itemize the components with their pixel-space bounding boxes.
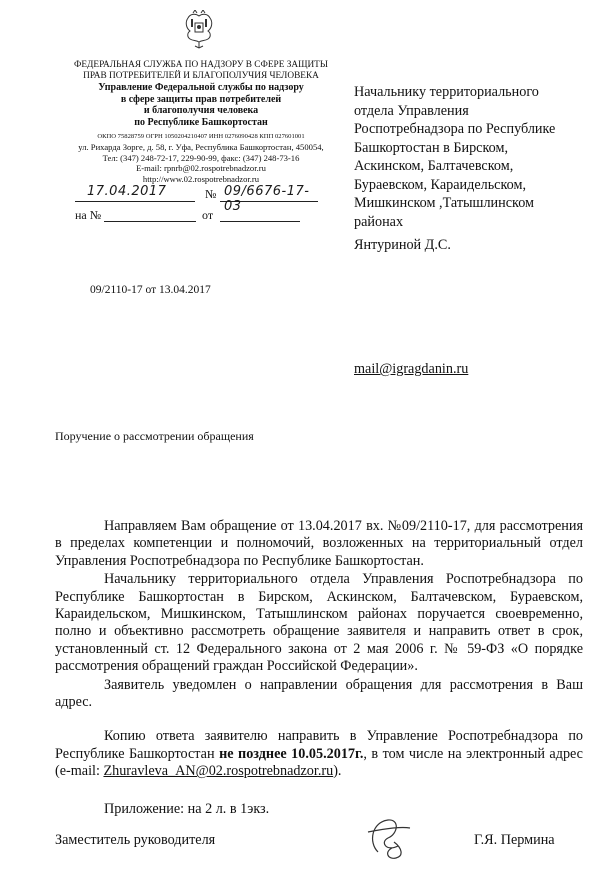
phone-fax: Тел: (347) 248-72-17, 229-90-99, факс: (347) 248-73-16 xyxy=(102,152,300,163)
from-label: от xyxy=(202,208,214,222)
letter-body xyxy=(55,518,583,818)
office-name xyxy=(72,82,330,128)
paragraph-response-copy xyxy=(55,728,583,780)
org-codes: ОКПО 75828759 ОГРН 1050204210407 ИНН 0276090428 КПП 027601001 xyxy=(97,133,305,140)
office-line: Управление Федеральной службы по надзору xyxy=(98,82,304,93)
signature-scribble-icon xyxy=(358,812,418,862)
recipient-line: Мишкинском ,Татышлинском xyxy=(354,195,535,211)
outgoing-date-line xyxy=(75,185,195,202)
letter-subject: Поручение о рассмотрении обращения xyxy=(55,429,254,443)
recipient-line: Роспотребнадзора по Республике xyxy=(354,121,556,137)
signer-name: Г.Я. Пермина xyxy=(474,832,555,848)
outgoing-number-line xyxy=(220,184,318,214)
office-line: и благополучия человека xyxy=(143,105,259,117)
recipient-line: Башкортостан в Бирском, xyxy=(354,139,509,156)
response-text: ). xyxy=(333,763,342,780)
response-text: Копию ответа заявителю направить в Управление Роспотребнадзора по Республике Башкортостан xyxy=(55,728,583,762)
paragraph-instruction: Начальнику территориального отдела Управления Роспотребнадзора по Республике Башкортостан в Бирском, Аскинском, Балтачевском, Бураевском, Караидельском, Мишкинском, Татышлинском районах поручается своевременно, полно и объективно рассмотреть обращение заявителя и направить ответ в срок, установленный ст. 12 Федерального закона от 2 мая 2006 г. № 59-ФЗ «О порядке рассмотрения обращений граждан Российской Федерации». xyxy=(55,571,583,675)
recipient-name: Янтуриной Д.С. xyxy=(354,237,451,253)
deadline: не позднее 10.05.2017г. xyxy=(219,745,364,762)
incoming-reference: 09/2110-17 от 13.04.2017 xyxy=(90,284,211,296)
coat-of-arms-emblem-icon xyxy=(181,10,217,50)
paragraph-forwarding: Направляем Вам обращение от 13.04.2017 вх. №09/2110-17, для рассмотрения в пределах компетенции и полномочий, возложенных на территориальный отдел Управления Роспотребнадзора по Республике Башкортостан. xyxy=(55,518,583,569)
agency-line: ПРАВ ПОТРЕБИТЕЛЕЙ И БЛАГОПОЛУЧИЯ ЧЕЛОВЕКА xyxy=(83,70,319,81)
recipient-line: Аскинском, Балтачевском, xyxy=(354,158,514,174)
recipient-line: районах xyxy=(354,213,404,230)
on-number-line xyxy=(104,208,196,222)
recipient-email-link[interactable]: mail@igragdanin.ru xyxy=(354,361,469,377)
recipient-line: отдела Управления xyxy=(354,102,469,119)
agency-website: http://www.02.rospotrebnadzor.ru xyxy=(142,173,260,184)
attachment-note: Приложение: на 2 л. в 1экз. xyxy=(104,800,270,817)
from-date-line xyxy=(220,208,300,222)
recipient-line: Начальнику территориального xyxy=(354,84,539,100)
recipient-address xyxy=(354,83,594,231)
office-line: по Республике Башкортостан xyxy=(134,116,268,128)
street-address: ул. Рихарда Зорге, д. 58, г. Уфа, Республика Башкортостан, 450054, xyxy=(78,142,324,152)
number-label: № xyxy=(205,187,217,201)
recipient-line: Бураевском, Караидельском, xyxy=(354,176,526,193)
response-email-link[interactable]: Zhuravleva_AN@02.rospotrebnadzor.ru xyxy=(103,763,334,780)
outgoing-number: 09/6676-17-03 xyxy=(224,184,310,214)
office-line: в сфере защиты прав потребителей xyxy=(120,93,282,105)
paragraph-notice: Заявитель уведомлен о направлении обращения для рассмотрения в Ваш адрес. xyxy=(55,676,583,711)
response-text: , в том числе на электронный адрес (e-mail: xyxy=(55,745,583,780)
agency-email: E-mail: rpnrb@02.rospotrebnadzor.ru xyxy=(136,163,266,174)
on-number-label: на № xyxy=(75,208,102,222)
agency-name xyxy=(72,60,330,81)
signer-position: Заместитель руководителя xyxy=(55,832,216,848)
agency-line: ФЕДЕРАЛЬНАЯ СЛУЖБА ПО НАДЗОРУ В СФЕРЕ ЗАЩИТЫ xyxy=(74,60,328,70)
outgoing-date: 17.04.2017 xyxy=(87,184,167,199)
contact-block xyxy=(72,142,330,184)
